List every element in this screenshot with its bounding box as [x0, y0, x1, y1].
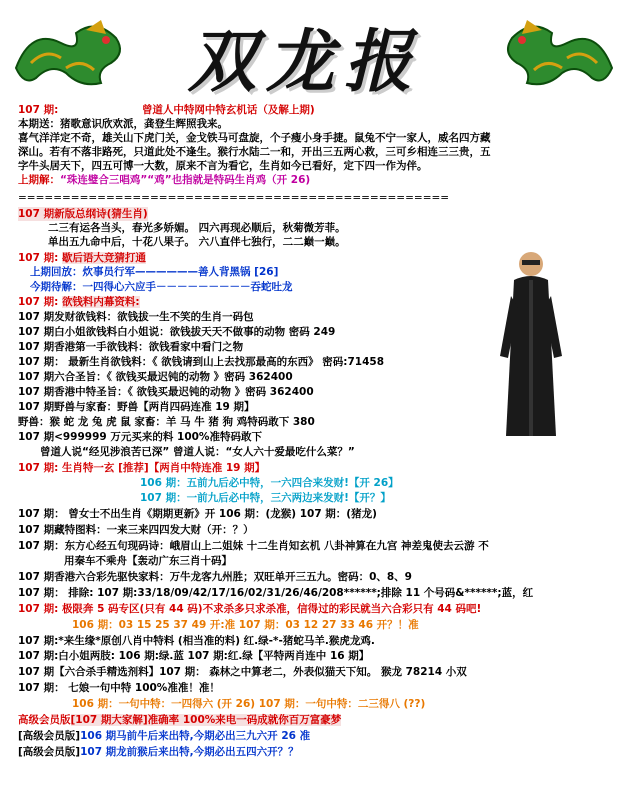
- text-line: 106 期：五前九后必中特，一六四合来发财!【开 26】: [140, 477, 399, 489]
- text-line: 107 期： 七娘一句中特 100%准准！准！: [18, 682, 220, 694]
- right-dragon-icon: [492, 8, 622, 93]
- vip-line: [高级会员版]106 期马前牛后来出特,今期必出三九六开 26 准: [18, 730, 311, 742]
- text-line: 107 期野兽与家畜：野兽【两肖四码连准 19 期】: [18, 401, 255, 413]
- page-title: 双龙报: [187, 22, 422, 102]
- text-line: 107 期：一前九后必中特，三六两边来发财!【开？】: [140, 492, 391, 504]
- text-line: 107 期香港六合彩先驱快家料：万牛龙客九州胜；双旺单开三五九。密码：0、8、9: [18, 571, 412, 583]
- section-heading: 107 期: 歇后语大竞猜打通: [18, 252, 146, 264]
- text-line: 107 期： 排除: 107 期:33/18/09/42/17/16/02/31/26/46/208******;排除 11 个号码&******;蓝，红: [18, 587, 534, 599]
- text-line: 深山。若有不落非路死，只道此处不逢生。猴行水陆二一和，开出三五两心救，三可乡相连三三贵，五: [18, 146, 491, 158]
- text-line: 107 期： 最新生肖欲钱料：《 欲钱请到山上去找那最高的东西》 密码:71458: [18, 356, 385, 368]
- section-heading: 107 期: 生肖特一玄 [推荐]【两肖中特连准 19 期】: [18, 462, 266, 474]
- section-intro-line: 107 期: 曾道人中特网中特玄机话（及解上期): [18, 104, 315, 116]
- text-line: 107 期： 曾女士不出生肖《期期更新》开 106 期：(龙猴) 107 期：(猪龙): [18, 508, 377, 520]
- left-dragon-icon: [6, 8, 136, 93]
- section-heading: 107 期: 极限奔 5 码专区(只有 44 码)不求杀多只求杀准，信得过的彩民就当六合彩只有 44 码吧!: [18, 603, 482, 615]
- text-line: 107 期【六合杀手精选剂料】107 期： 森林之中算老二，外表似猫天下知。 猴龙 78214 小双: [18, 666, 467, 678]
- header-banner: [0, 0, 633, 100]
- text-line: 107 期香港第一手欲钱料：欲钱看家中看门之物: [18, 341, 244, 353]
- riddle-last: 上期回放：炊事员行军——————善人背黑锅 [26]: [30, 266, 279, 278]
- monk-figure-icon: [496, 246, 566, 442]
- vip-line: 高级会员版[107 期大家解]准确率 100%来电一码成就你百万富豪梦: [18, 714, 342, 726]
- text-line: 字牛头居天下，四五可博一大数，原来不言为看它，生肖如今已看好，定下四一作为伴。: [18, 160, 428, 172]
- text-line: 本期送：猪歌意识欣欢派，龚登生辉照我来。: [18, 118, 228, 130]
- poem-line: 二三有运各当头，春光多娇媚。 四六再现必顺后，秋菊微芳菲。: [48, 222, 346, 234]
- text-line: 喜气洋洋定不奇，雄关山下虎门关，金戈铁马可盘旋，个子瘦小身手捷。鼠兔不宁一家人，威名四方藏: [18, 132, 491, 144]
- section-heading: 107 期: 欲钱料内幕资料:: [18, 296, 140, 308]
- text-line: 107 期香港中特圣旨：《 欲钱买最迟钝的动物 》密码 362400: [18, 386, 314, 398]
- section-heading: 107 期新版总纲诗(猜生肖): [18, 208, 148, 220]
- text-line: 107 期发财欲钱料：欲钱拔一生不笑的生肖一码包: [18, 311, 254, 323]
- text-line: 107 期：东方心经五句现码诗：峨眉山上二姐妹 十二生肖知玄机 八卦神算在九宫 神差鬼使去云游 不: [18, 540, 489, 552]
- text-line: 野兽：猴 蛇 龙 兔 虎 鼠 家畜：羊 马 牛 猪 狗 鸡特码敢下 380: [18, 416, 315, 428]
- divider: =================================================: [18, 192, 450, 204]
- text-line: 107 期<999999 万元买来的料 100%准特码敢下: [18, 431, 262, 443]
- text-line: 曾道人说“经见涉浪苦已深” 曾道人说：“女人六十爱最吃什么菜？”: [40, 446, 355, 458]
- vip-line: [高级会员版]107 期龙前猴后来出特,今期必出五四六开？？: [18, 746, 299, 758]
- text-line: 106 期：03 15 25 37 49 开:准 107 期：03 12 27 33 46 开？！准: [72, 619, 419, 631]
- text-line: 107 期藏特图料：一来三来四四发大财（开：？）: [18, 524, 254, 536]
- text-line: 107 期六合圣旨：《 欲钱买最迟钝的动物 》密码 362400: [18, 371, 293, 383]
- text-line: 107 期:*来生缘*原创八肖中特料 (相当准的料) 红.绿-*-猪蛇马羊.猴虎龙鸡.: [18, 635, 375, 647]
- last-issue-answer: 上期解：“珠连璧合三唱鸡”“鸡”也指就是特码生肖鸡（开 26): [18, 174, 311, 186]
- riddle-current: 今期待解：一四得心六应手－－－－－－－－－吞蛇吐龙: [30, 281, 293, 293]
- text-line: 107 期白小姐欲钱料白小姐说：欲钱拔天天不做事的动物 密码 249: [18, 326, 336, 338]
- text-line: 106 期：一句中特：一四得六 (开 26) 107 期：一句中特：二三得八 (??): [72, 698, 426, 710]
- poem-line: 单出五九命中后，十花八果子。 六八直伴七独行，二二巅一巅。: [48, 236, 346, 248]
- text-line: 107 期:白小姐两肢: 106 期:绿.蓝 107 期:红.绿【平特两肖连中 16 期】: [18, 650, 370, 662]
- text-line: 用秦车不乘舟【轰动广东三肖十码】: [64, 555, 232, 567]
